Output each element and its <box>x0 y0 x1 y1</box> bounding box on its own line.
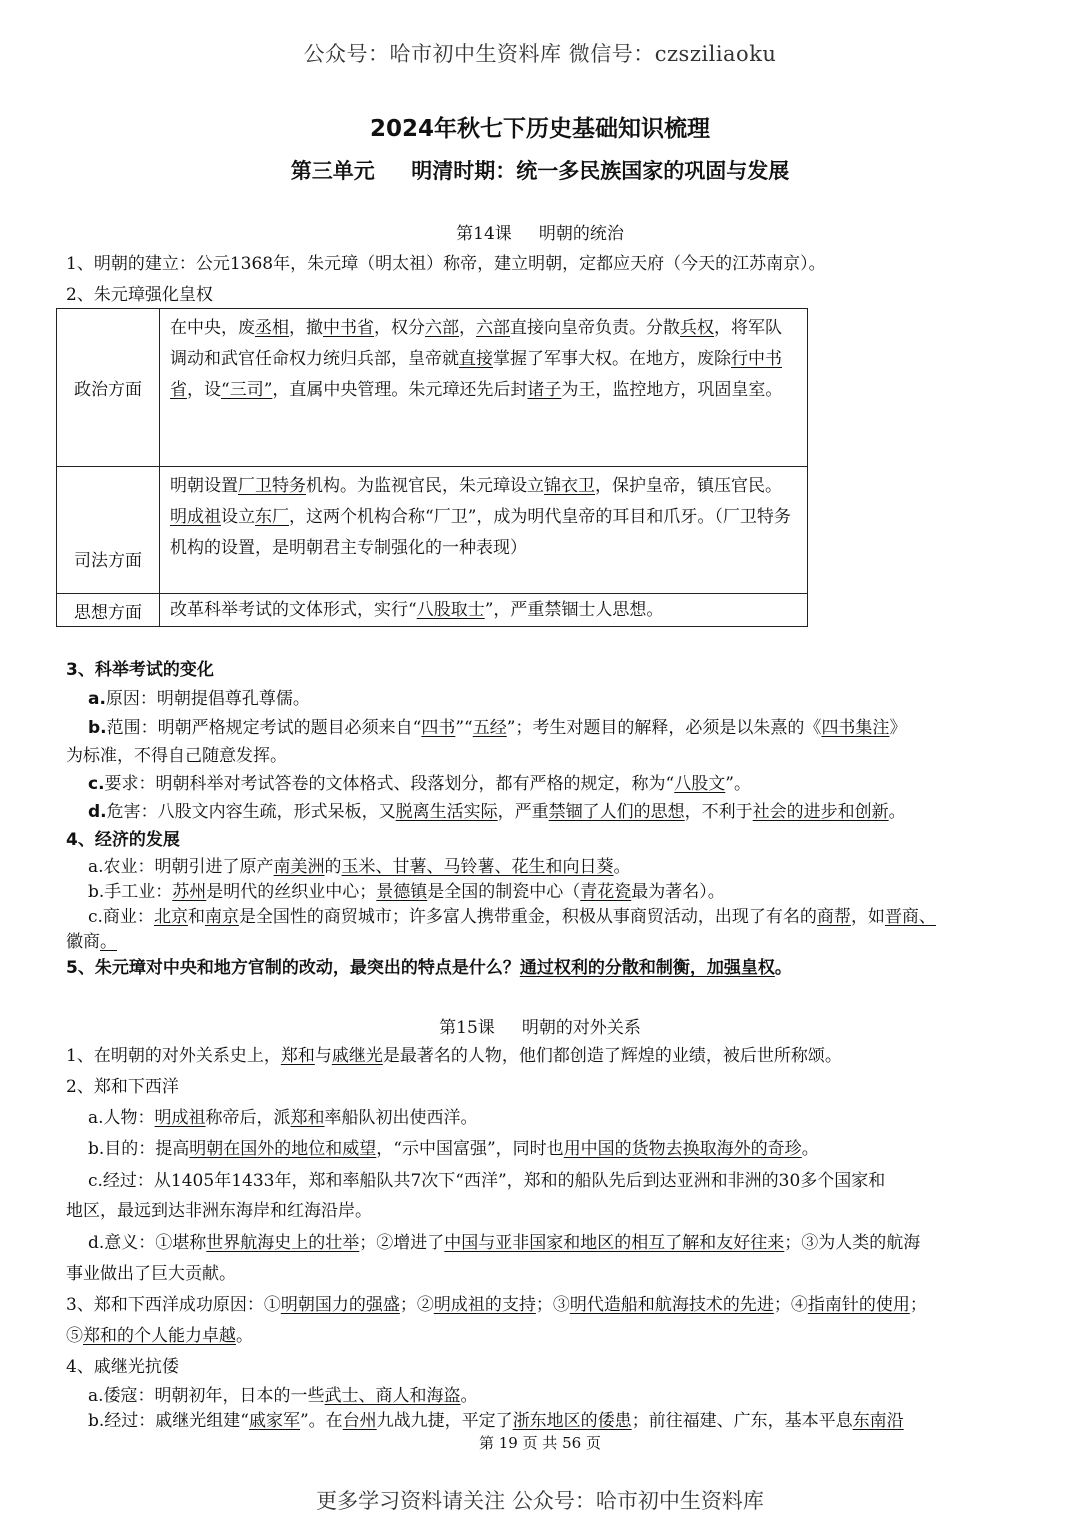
key-term: 通过权利的分散和制衡，加强皇权 <box>519 958 775 978</box>
key-term: 明代造船和航海技术的先进 <box>569 1295 774 1315</box>
text-segment: a.农业：明朝引进了原产 <box>88 857 274 877</box>
key-term: 明朝在国外的地位和威望 <box>189 1139 377 1159</box>
text-segment: ；②增进了 <box>359 1233 445 1253</box>
text-segment: b.经过：戚继光组建“ <box>88 1411 249 1431</box>
key-term: 五经 <box>472 718 507 738</box>
key-term: 。 <box>100 932 117 952</box>
text-segment: 九战九捷，平定了 <box>376 1411 513 1431</box>
l15-item-1 <box>66 1043 1026 1069</box>
key-term: 禁锢了人们的思想 <box>548 802 685 822</box>
row-content-justice <box>160 467 808 594</box>
text-segment: b.目的：提高 <box>88 1139 190 1159</box>
l14-item-3: 3、科举考试的变化 <box>66 660 214 680</box>
text-segment: ，权分 <box>374 318 425 338</box>
key-term: 脱离生活实际 <box>395 802 498 822</box>
key-term: 明成祖 <box>154 1108 206 1128</box>
text-segment: ”。 <box>725 774 751 794</box>
key-term: 锦衣卫 <box>544 476 595 496</box>
text-segment: ，撤 <box>289 318 323 338</box>
key-term: 南美洲 <box>273 857 325 877</box>
l15-item-3-line1 <box>66 1292 1026 1318</box>
text-segment: 。 <box>460 1386 478 1406</box>
text-segment: 与 <box>314 1046 332 1066</box>
key-term: 浙东地区的倭患 <box>512 1411 632 1431</box>
text-segment: 。 <box>801 1139 819 1159</box>
l15-2d-line2: 事业做出了巨大贡献。 <box>66 1264 236 1284</box>
l14-3d <box>88 799 1026 825</box>
document-title: 2024年秋七下历史基础知识梳理 <box>369 116 710 142</box>
text-segment: 最为著名）。 <box>631 882 725 902</box>
row-content-thought <box>160 594 808 627</box>
text-segment: 设立 <box>221 507 255 527</box>
key-term: 四书集注 <box>821 718 890 738</box>
text-segment: ，严重 <box>497 802 549 822</box>
text-segment: 的 <box>324 857 342 877</box>
l15-2d-line1 <box>88 1230 1026 1256</box>
row-label-justice: 司法方面 <box>57 467 160 594</box>
text-segment: c.商业： <box>88 907 154 927</box>
l15-item-2: 2、郑和下西洋 <box>66 1077 179 1097</box>
key-term: 晋商、 <box>884 907 936 927</box>
text-segment: ”；考生对题目的解释，必须是以朱熹的《 <box>506 718 822 738</box>
text-segment: 在中央，废 <box>170 318 255 338</box>
text-segment: ”“ <box>455 718 473 738</box>
key-term: 厂卫特务 <box>238 476 306 496</box>
page-number: 第 19 页 共 56 页 <box>478 1434 601 1452</box>
l14-item-5 <box>66 955 1026 981</box>
key-term: 用中国的货物去换取海外的奇珍 <box>563 1139 802 1159</box>
text-segment: 要求：明朝科举对考试答卷的文体格式、段落划分，都有严格的规定，称为“ <box>104 774 675 794</box>
row-label-thought: 思想方面 <box>57 594 160 627</box>
page-header: 公众号：哈市初中生资料库 微信号：czsziliaoku <box>303 42 777 66</box>
key-term: 直接 <box>459 349 493 369</box>
key-term: 苏州 <box>172 882 207 902</box>
key-term: 戚继光 <box>331 1046 383 1066</box>
key-term: 明成祖 <box>170 507 221 527</box>
lesson-14-heading: 第14课 明朝的统治 <box>456 224 624 244</box>
l14-item-1: 1、明朝的建立：公元1368年，朱元璋（明太祖）称帝，建立明朝，定都应天府（今天的江苏南京）。 <box>66 254 826 274</box>
key-term: 郑和 <box>280 1046 315 1066</box>
l15-2c-line1: c.经过：从1405年1433年，郑和率船队共7次下“西洋”，郑和的船队先后到达亚洲和非洲的30多个国家和 <box>88 1171 886 1191</box>
key-term: 世界航海史上的壮举 <box>206 1233 360 1253</box>
text-segment: 。 <box>236 1326 253 1346</box>
item-label: d. <box>88 802 107 822</box>
key-term: 郑和的个人能力卓越 <box>83 1326 236 1346</box>
key-term: 东南沿 <box>852 1411 904 1431</box>
item-label: b. <box>88 718 107 738</box>
text-segment: 原因：明朝提倡尊孔尊儒。 <box>105 689 310 709</box>
text-segment: ，保护皇帝，镇压官民。 <box>595 476 782 496</box>
l15-4b <box>88 1408 1026 1434</box>
text-segment: 是全国的制瓷中心（ <box>427 882 581 902</box>
text-segment: 直接向皇帝负责。分散 <box>510 318 680 338</box>
l14-3b-line2: 为标准，不得自己随意发挥。 <box>66 746 287 766</box>
key-term: 武士、商人和海盗 <box>324 1386 461 1406</box>
text-segment: 是明代的丝织业中心； <box>206 882 377 902</box>
text-segment: 。 <box>613 857 631 877</box>
l14-item-2: 2、朱元璋强化皇权 <box>66 285 213 305</box>
l14-4c-line2 <box>66 929 1026 955</box>
text-segment: 徽商 <box>66 932 100 952</box>
text-segment: 。 <box>888 802 906 822</box>
text-segment: 危害：八股文内容生疏，形式呆板，又 <box>106 802 396 822</box>
text-segment: 。 <box>774 958 792 978</box>
key-term: 行中书省 <box>170 349 782 400</box>
text-segment: 3、郑和下西洋成功原因：① <box>66 1295 281 1315</box>
key-term: 中书省 <box>323 318 374 338</box>
footer-promo: 更多学习资料请关注 公众号：哈市初中生资料库 <box>316 1489 764 1513</box>
key-term: 丞相 <box>255 318 289 338</box>
l14-3c <box>88 771 1026 797</box>
text-segment: ，将军队调动和武官任命权力统归兵部，皇帝就 <box>170 318 782 369</box>
key-term: 景德镇 <box>376 882 428 902</box>
row-content-politics <box>160 309 808 467</box>
key-term: 诸子 <box>527 380 562 400</box>
key-term: 明朝国力的强盛 <box>280 1295 400 1315</box>
text-segment: 是全国性的商贸城市；许多富人携带重金，积极从事商贸活动，出现了有名的 <box>238 907 817 927</box>
l14-4b <box>88 879 1026 905</box>
l15-2a <box>88 1105 1026 1131</box>
text-segment: ，如 <box>850 907 885 927</box>
text-segment: ”，严重禁锢士人思想。 <box>484 600 664 620</box>
text-segment: 明朝设置 <box>170 476 238 496</box>
text-segment: 称帝后，派 <box>205 1108 291 1128</box>
text-segment: a.人物： <box>88 1108 155 1128</box>
text-segment: 率船队初出使西洋。 <box>324 1108 478 1128</box>
l15-item-3-line2 <box>66 1323 1026 1349</box>
l14-4a <box>88 854 1026 880</box>
key-term: 东厂 <box>255 507 289 527</box>
text-segment: a.倭寇：明朝初年，日本的一些 <box>88 1386 325 1406</box>
text-segment: ⑤ <box>66 1326 83 1346</box>
text-segment: 机构。为监视官民，朱元璋设立 <box>306 476 544 496</box>
key-term: 北京 <box>153 907 188 927</box>
l15-4a <box>88 1383 1026 1409</box>
text-segment: ，不利于 <box>684 802 753 822</box>
item-label: a. <box>88 689 106 709</box>
l14-4c-line1 <box>88 904 1026 930</box>
key-term: 六部 <box>425 318 459 338</box>
key-term: 八股文 <box>674 774 726 794</box>
text-segment: ；③ <box>535 1295 570 1315</box>
key-term: 玉米、甘薯、马铃薯、花生和向日葵 <box>341 857 614 877</box>
text-segment: 和 <box>187 907 205 927</box>
text-segment: 》 <box>889 718 907 738</box>
key-term: 郑和 <box>290 1108 325 1128</box>
key-term: 社会的进步和创新 <box>752 802 889 822</box>
key-term: 明成祖的支持 <box>433 1295 536 1315</box>
l14-3a <box>88 686 1026 712</box>
key-term: 六部 <box>476 318 510 338</box>
key-term: 青花瓷 <box>580 882 632 902</box>
l15-item-4: 4、戚继光抗倭 <box>66 1357 179 1377</box>
l14-item-4: 4、经济的发展 <box>66 830 180 850</box>
unit-subtitle: 第三单元 明清时期：统一多民族国家的巩固与发展 <box>290 159 790 183</box>
text-segment: ，直属中央管理。朱元璋还先后封 <box>272 380 528 400</box>
text-segment: b.手工业： <box>88 882 173 902</box>
lesson-15-heading: 第15课 明朝的对外关系 <box>439 1018 641 1038</box>
key-term: 台州 <box>342 1411 377 1431</box>
text-segment: ；② <box>399 1295 434 1315</box>
l14-3b-line1 <box>88 715 1026 741</box>
text-segment: ，设 <box>187 380 221 400</box>
text-segment: 为王，监控地方，巩固皇室。 <box>561 380 783 400</box>
text-segment: ”。在 <box>299 1411 343 1431</box>
key-term: 商帮 <box>816 907 851 927</box>
key-term: 南京 <box>204 907 239 927</box>
item-label: c. <box>88 774 105 794</box>
text-segment: 1、在明朝的对外关系史上， <box>66 1046 281 1066</box>
text-segment: 5、朱元璋对中央和地方官制的改动，最突出的特点是什么？ <box>66 958 520 978</box>
text-segment: ； <box>909 1295 927 1315</box>
key-term: 戚家军 <box>248 1411 300 1431</box>
l15-2b <box>88 1136 1026 1162</box>
key-term: “三司” <box>221 380 273 400</box>
text-segment: 范围：明朝严格规定考试的题目必须来自“ <box>106 718 422 738</box>
key-term: 八股取士 <box>416 600 485 620</box>
text-segment: ， <box>459 318 476 338</box>
key-term: 兵权 <box>680 318 714 338</box>
text-segment: ，“示中国富强”，同时也 <box>376 1139 564 1159</box>
key-term: 四书 <box>421 718 456 738</box>
text-segment: ；③为人类的航海 <box>784 1233 921 1253</box>
text-segment: ；前往福建、广东，基本平息 <box>631 1411 853 1431</box>
key-term: 中国与亚非国家和地区的相互了解和友好往来 <box>444 1233 785 1253</box>
text-segment: 是最著名的人物，他们都创造了辉煌的业绩，被后世所称颂。 <box>382 1046 842 1066</box>
text-segment: 改革科举考试的文体形式，实行“ <box>170 600 417 620</box>
text-segment: d.意义：①堪称 <box>88 1233 207 1253</box>
l15-2c-line2: 地区，最远到达非洲东海岸和红海沿岸。 <box>66 1201 372 1221</box>
text-segment: ，这两个机构合称“厂卫”，成为明代皇帝的耳目和爪牙。（厂卫特务机构的设置，是明朝君主专制强化的一种表现） <box>170 507 791 558</box>
text-segment: 掌握了军事大权。在地方，废除 <box>493 349 731 369</box>
text-segment: ；④ <box>773 1295 808 1315</box>
row-label-politics: 政治方面 <box>57 309 160 467</box>
key-term: 指南针的使用 <box>807 1295 910 1315</box>
emperor-power-table <box>56 308 808 627</box>
